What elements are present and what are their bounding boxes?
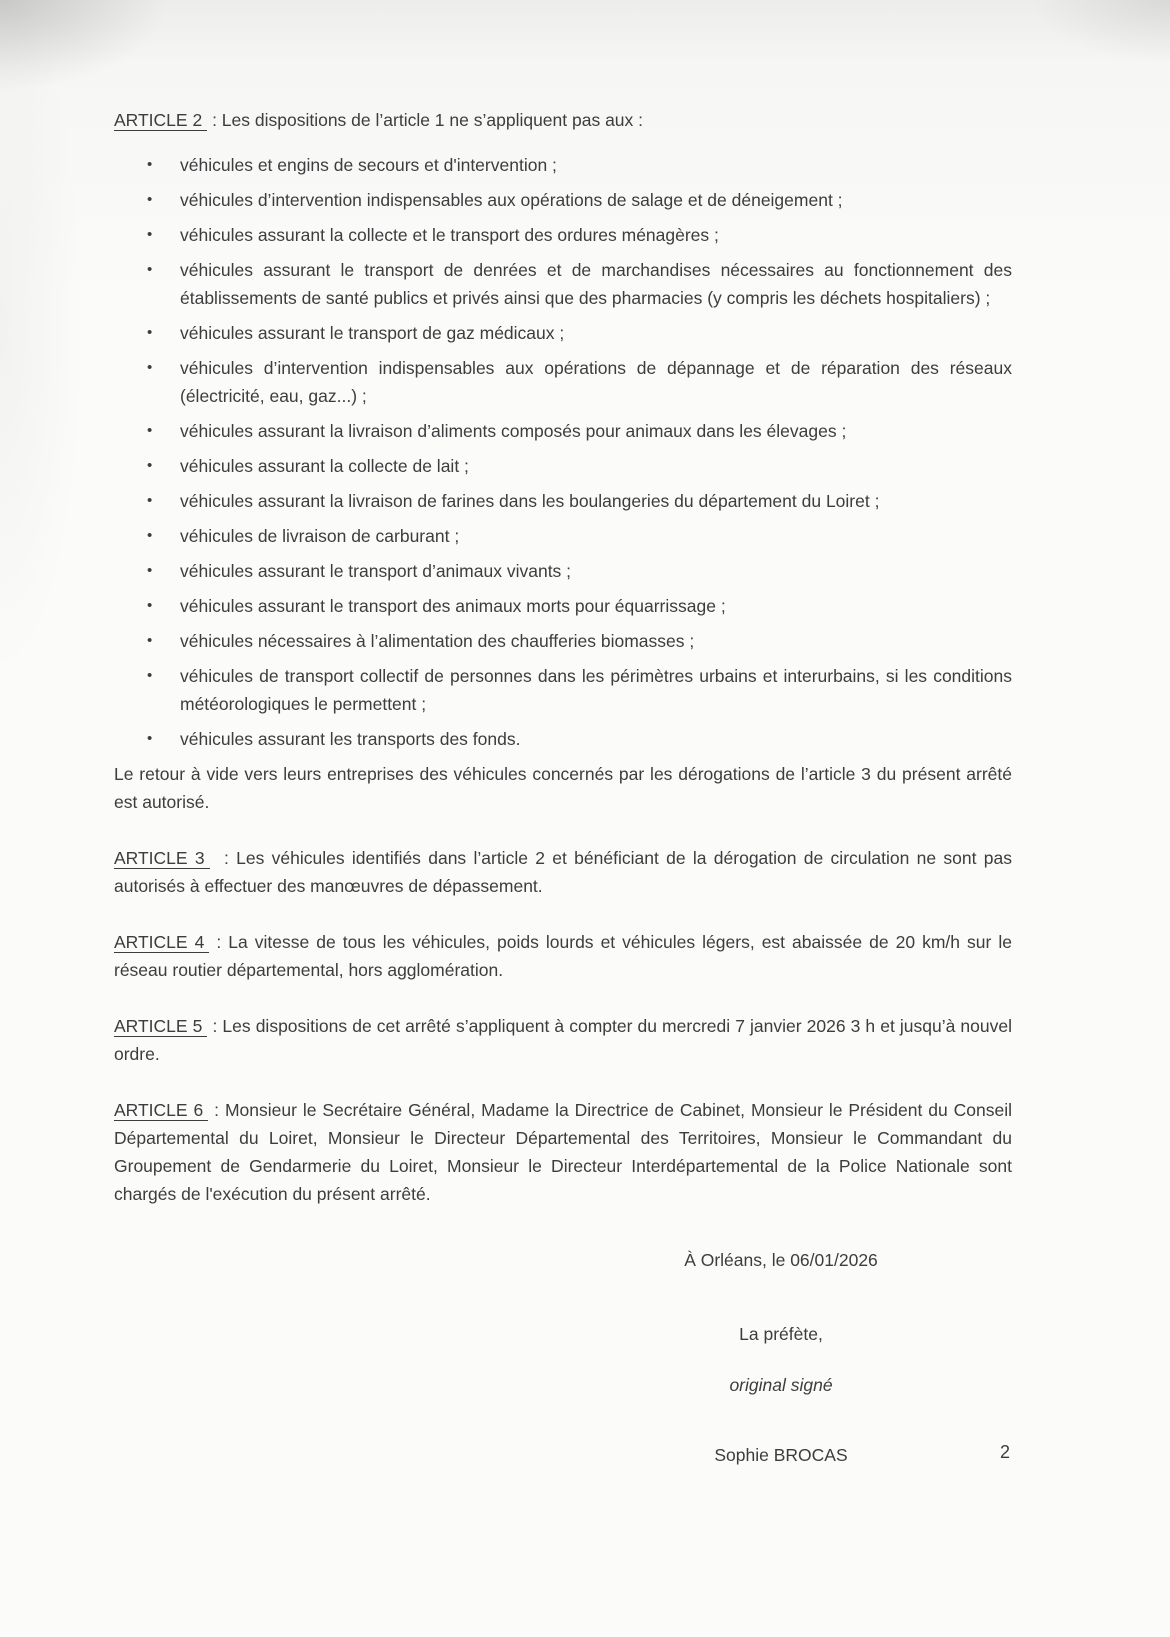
article-3-label: ARTICLE 3 [114, 848, 210, 869]
article-2-intro-line [114, 106, 1012, 134]
article-4-text: : La vitesse de tous les véhicules, poids lourds et véhicules légers, est abaissée de 20 km/h sur le réseau routier départemental, hors agglomération. [114, 932, 1012, 980]
signature-place-date: À Orléans, le 06/01/2026 [684, 1250, 878, 1270]
signature-name: Sophie BROCAS [714, 1445, 848, 1465]
article-3-text: : Les véhicules identifiés dans l’article 2 et bénéficiant de la dérogation de circulation ne sont pas autorisés à effectuer des manœuvres de dépassement. [114, 848, 1012, 896]
list-item: • véhicules assurant le transport de denrées et de marchandises nécessaires au fonctionnement des établissements de santé publics et privés ainsi que des pharmacies (y compris les déchets hospitaliers) ; [180, 256, 1012, 312]
article-2-intro-text: : Les dispositions de l’article 1 ne s’appliquent pas aux : [212, 110, 644, 130]
list-item: • véhicules d’intervention indispensables aux opérations de dépannage et de réparation des réseaux (électricité, eau, gaz...) ; [180, 354, 1012, 410]
article-6 [114, 1096, 1012, 1208]
signature-block [616, 1246, 946, 1469]
article-5-label: ARTICLE 5 [114, 1016, 207, 1037]
list-item: • véhicules et engins de secours et d'intervention ; [180, 151, 1012, 179]
article-3 [114, 844, 1012, 900]
page-number: 2 [999, 1442, 1010, 1462]
list-item: • véhicules assurant la collecte et le transport des ordures ménagères ; [180, 221, 1012, 249]
list-item: • véhicules de livraison de carburant ; [180, 522, 1012, 550]
list-item: • véhicules assurant la collecte de lait ; [180, 452, 1012, 480]
exemption-list [114, 151, 1012, 753]
article-4 [114, 928, 1012, 984]
article-6-text: : Monsieur le Secrétaire Général, Madame la Directrice de Cabinet, Monsieur le Président du Conseil Départemental du Loiret, Monsieur le Directeur Départemental des Territoires, Monsieur le Commandant du Groupement de Gendarmerie du Loiret, Monsieur le Directeur Interdépartemental de la Police Nationale sont chargés de l'exécution du présent arrêté. [114, 1100, 1012, 1204]
article-4-label: ARTICLE 4 [114, 932, 209, 953]
article-6-label: ARTICLE 6 [114, 1100, 208, 1121]
paragraph-return-empty: Le retour à vide vers leurs entreprises des véhicules concernés par les dérogations de l’article 3 du présent arrêté est autorisé. [114, 764, 1012, 812]
article-5-text: : Les dispositions de cet arrêté s’appliquent à compter du mercredi 7 janvier 2026 3 h et jusqu’à nouvel ordre. [114, 1016, 1012, 1064]
list-item: • véhicules assurant les transports des fonds. [180, 725, 1012, 753]
list-item: • véhicules assurant le transport d’animaux vivants ; [180, 557, 1012, 585]
list-item: • véhicules assurant la livraison d’aliments composés pour animaux dans les élevages ; [180, 417, 1012, 445]
list-item: • véhicules assurant le transport des animaux morts pour équarrissage ; [180, 592, 1012, 620]
list-item: • véhicules assurant la livraison de farines dans les boulangeries du département du Loiret ; [180, 487, 1012, 515]
list-item: • véhicules d’intervention indispensables aux opérations de salage et de déneigement ; [180, 186, 1012, 214]
list-item: • véhicules assurant le transport de gaz médicaux ; [180, 319, 1012, 347]
article-2-label: ARTICLE 2 [114, 110, 207, 131]
signature-original-note: original signé [729, 1375, 833, 1395]
article-5 [114, 1012, 1012, 1068]
list-item: • véhicules de transport collectif de personnes dans les périmètres urbains et interurbains, si les conditions météorologiques le permettent ; [180, 662, 1012, 718]
list-item: • véhicules nécessaires à l’alimentation des chaufferies biomasses ; [180, 627, 1012, 655]
signature-role: La préfète, [739, 1324, 823, 1344]
